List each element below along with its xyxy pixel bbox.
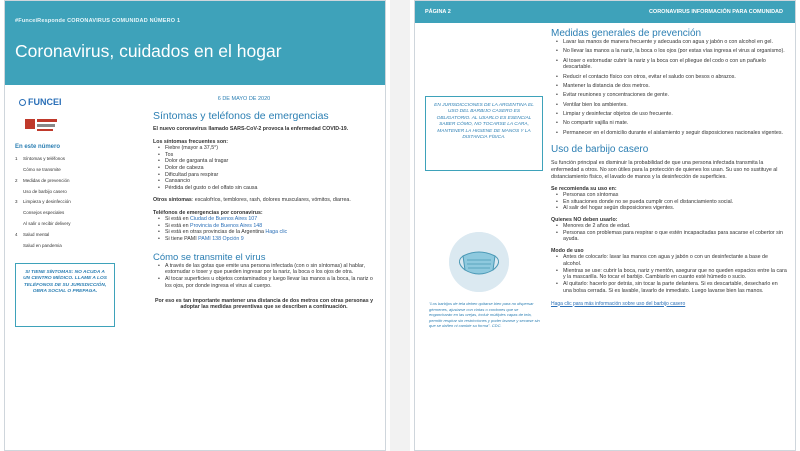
mask-obligation-box: EN JURISDICCIONES DE LA ARGENTINA EL USO DEL BARBIJO CASERO ES OBLIGATORIO. AL USARLO ES ESENCIAL SABER CÓMO, NO TOCARSE LA CARA, MANTENER LA HIGIENE DE MANOS Y LA DISTANCIA FÍSICA. xyxy=(425,96,543,171)
prevention-item: • No compartir vajilla ni mate. xyxy=(551,120,787,127)
page-1 xyxy=(4,0,386,451)
page-gutter xyxy=(390,0,410,451)
page-1-sidebar xyxy=(5,85,125,451)
page-2 xyxy=(414,0,796,451)
toc-item[interactable] xyxy=(15,199,120,205)
symptom-item: • Dificultad para respirar xyxy=(153,172,375,179)
page-label: PÁGINA 2 xyxy=(425,9,451,15)
frequent-symptoms-list xyxy=(153,145,375,192)
cdc-quote: "Los barbijos de tela deben quitarse bien para no dispersar gérmenes, ajustarse con cintas o cordones que se engancharán en las orejas, incluir múltiples capas de tela, permitir respirar sin restricciones y poder lavarse y secarse sin que se dañen ni cambie su forma". CDC. xyxy=(429,301,540,329)
toc-heading: En este número xyxy=(15,144,61,150)
symptom-item: • Cansancio xyxy=(153,178,375,185)
prevention-item: • Limpiar y desinfectar objetos de uso frecuente. xyxy=(551,111,787,118)
symptom-item: • Pérdida del gusto o del olfato sin causa xyxy=(153,185,375,192)
prevention-item: • Permanecer en el domicilio durante el aislamiento y seguir disposiciones nacionales vigentes. xyxy=(551,130,787,137)
toc-number: 4 xyxy=(15,231,18,237)
prevention-item: • Reducir el contacto físico con otros, evitar el saludo con besos o abrazos. xyxy=(551,74,787,81)
transmission-item: • Al tocar superficies u objetos contaminados y luego llevar las manos a la boca, la nariz o los ojos, por donde ingresa el virus al cuerpo. xyxy=(153,276,375,289)
recommended-list xyxy=(551,192,787,212)
logo-mark-icon xyxy=(19,99,26,106)
toc-label: Limpieza y desinfección xyxy=(23,199,71,205)
toc-label: Uso de barbijo casero xyxy=(23,188,67,194)
symptoms-warning-box: SI TIENE SÍNTOMAS: NO ACUDA A UN CENTRO MÉDICO. LLAME A LOS TELÉFONOS DE SU JURISDICCIÓN, OBRA SOCIAL O PREPAGA. xyxy=(15,263,115,327)
mode-item: • Mientras se use: cubrir la boca, nariz y mentón, asegurar que no queden espacios entre la cara y la mascarilla. No tocar el barbijo. Cambiarlo en cuanto esté húmedo o sucio. xyxy=(551,268,787,281)
phones-list xyxy=(153,216,375,243)
symptom-item: • Fiebre (mayor a 37,5°) xyxy=(153,145,375,152)
phone-link[interactable]: Provincia de Buenos Aires 148 xyxy=(190,222,263,229)
mode-heading: Modo de uso xyxy=(551,248,584,255)
prevention-item: • No llevar las manos a la nariz, la boca o los ojos (por estas vías ingresa el virus al organismo). xyxy=(551,48,787,55)
phone-item xyxy=(153,223,375,230)
page-1-content xyxy=(153,96,375,311)
toc-number xyxy=(15,189,23,195)
toc-number: 2 xyxy=(15,177,18,183)
symptoms-title: Síntomas y teléfonos de emergencias xyxy=(153,110,329,122)
toc-label: Al salir o recibir delivery xyxy=(23,221,71,227)
mode-item: • Antes de colocarlo: lavar las manos con agua y jabón o con un desinfectante a base de alcohol. xyxy=(551,254,787,267)
toc-item[interactable] xyxy=(15,167,120,173)
toc-item[interactable] xyxy=(15,232,120,238)
more-info-link[interactable]: Haga clic para más información sobre uso del barbijo casero xyxy=(551,300,686,307)
prevention-item: • Lavar las manos de manera frecuente y adecuada con agua y jabón o con alcohol en gel. xyxy=(551,39,787,46)
document-title: Coronavirus, cuidados en el hogar xyxy=(15,41,282,61)
page-1-banner xyxy=(5,1,385,85)
frequent-symptoms-heading: Los síntomas frecuentes son: xyxy=(153,138,229,145)
toc-item[interactable] xyxy=(15,243,120,249)
toc-item[interactable] xyxy=(15,178,120,184)
phone-text: Si tiene PAMI xyxy=(165,235,199,242)
funcei-logo: FUNCEI xyxy=(19,97,62,107)
prevention-item: • Evitar reuniones y concentraciones de gente. xyxy=(551,92,787,99)
face-mask-icon xyxy=(449,232,509,292)
recommended-item: • En situaciones donde no se pueda cumplir con el distanciamiento social. xyxy=(551,199,787,206)
transmission-item: • A través de las gotas que emite una persona infectada (con o sin síntomas) al hablar, estornudar o toser y que pueden ingresar por la nariz, la boca o los ojos de otra. xyxy=(153,263,375,276)
issue-tag: #FunceiResponde CORONAVIRUS COMUNIDAD NÚMERO 1 xyxy=(15,18,181,24)
prevention-item: • Ventilar bien los ambientes. xyxy=(551,102,787,109)
recommended-item: • Al salir del hogar según disposiciones vigentes. xyxy=(551,205,787,212)
toc-label: Medidas de prevención xyxy=(23,177,70,183)
symptom-item: • Dolor de cabeza xyxy=(153,165,375,172)
prevention-item: • Al toser o estornudar cubrir la nariz y la boca con el pliegue del codo o con un pañuelo descartable. xyxy=(551,58,787,71)
transmission-list xyxy=(153,263,375,290)
distance-note: Por eso es tan importante mantener una distancia de dos metros con otras personas y adoptar las medidas preventivas que se describen a continuación. xyxy=(154,297,374,311)
toc-item[interactable] xyxy=(15,221,120,227)
table-of-contents xyxy=(15,156,120,254)
mode-list xyxy=(551,254,787,294)
page-2-content xyxy=(551,28,787,307)
phone-item xyxy=(153,229,375,236)
phone-item xyxy=(153,236,375,243)
prevention-item: • Mantener la distancia de dos metros. xyxy=(551,83,787,90)
toc-number: 3 xyxy=(15,199,18,205)
prevention-title: Medidas generales de prevención xyxy=(551,28,702,39)
page-2-header: CORONAVIRUS INFORMACIÓN PARA COMUNIDAD xyxy=(648,9,783,15)
toc-number xyxy=(15,167,23,173)
toc-label: Consejos especiales xyxy=(23,210,65,216)
transmission-title: Cómo se transmite el virus xyxy=(153,251,266,263)
toc-item[interactable] xyxy=(15,156,120,162)
phone-text: Si está en otras provincias de la Argentina xyxy=(165,229,266,236)
toc-item[interactable] xyxy=(15,189,120,195)
recommended-heading: Se recomienda su uso en: xyxy=(551,185,617,192)
symptom-item: • Tos xyxy=(153,152,375,159)
toc-number xyxy=(15,243,23,249)
phone-link[interactable]: Haga clic xyxy=(265,229,288,236)
partner-logo-icon xyxy=(23,113,59,135)
not-use-list xyxy=(551,223,787,243)
toc-item[interactable] xyxy=(15,210,120,216)
phones-heading: Teléfonos de emergencias por coronavirus: xyxy=(153,209,263,216)
toc-label: Salud mental xyxy=(23,231,50,237)
recommended-item: • Personas con síntomas xyxy=(551,192,787,199)
phone-text: Si está en xyxy=(165,215,191,222)
other-symptoms: Otros síntomas: escalofríos, temblores, rash, dolores musculares, vómitos, diarrea. xyxy=(153,196,351,203)
toc-number: 1 xyxy=(15,156,18,161)
mask-title: Uso de barbijo casero xyxy=(551,144,649,156)
toc-number xyxy=(15,210,23,216)
phone-text: Si está en xyxy=(165,222,191,229)
toc-label: Salud en pandemia xyxy=(23,242,62,248)
phone-link[interactable]: Ciudad de Buenos Aires 107 xyxy=(190,215,258,222)
mask-intro: Su función principal es disminuir la probabilidad de que una persona infectada transmita la enfermedad a otros. No son útiles para la protección de quienes los usan. Su uso no sustituye al distanciamiento físico, el lavado de manos y la desinfección de superficies. xyxy=(551,160,778,180)
not-use-heading: Quienes NO deben usarlo: xyxy=(551,217,618,224)
toc-label: Síntomas y teléfonos xyxy=(23,156,66,161)
mode-item: • Al quitarlo: hacerlo por detrás, sin tocar la parte delantera. Si es descartable, desecharlo en una bolsa cerrada. Si es lavable, lavarlo de inmediato. Luego lavarse bien las manos. xyxy=(551,281,787,294)
symptom-item: • Dolor de garganta al tragar xyxy=(153,158,375,165)
not-use-item: • Personas con problemas para respirar o que estén incapacitadas para sacarse el cobertor sin ayuda. xyxy=(551,230,787,243)
issue-date: 6 DE MAYO DE 2020 xyxy=(217,96,271,102)
not-use-item: • Menores de 2 años de edad. xyxy=(551,223,787,230)
phone-link[interactable]: PAMI 138 Opción 9 xyxy=(198,235,244,242)
page-2-banner xyxy=(415,1,795,23)
symptoms-lead: El nuevo coronavirus llamado SARS-CoV-2 provoca la enfermedad COVID-19. xyxy=(153,126,349,132)
phone-item xyxy=(153,216,375,223)
toc-label: Cómo se transmite xyxy=(23,166,61,172)
prevention-list xyxy=(551,39,787,136)
toc-number xyxy=(15,221,23,227)
